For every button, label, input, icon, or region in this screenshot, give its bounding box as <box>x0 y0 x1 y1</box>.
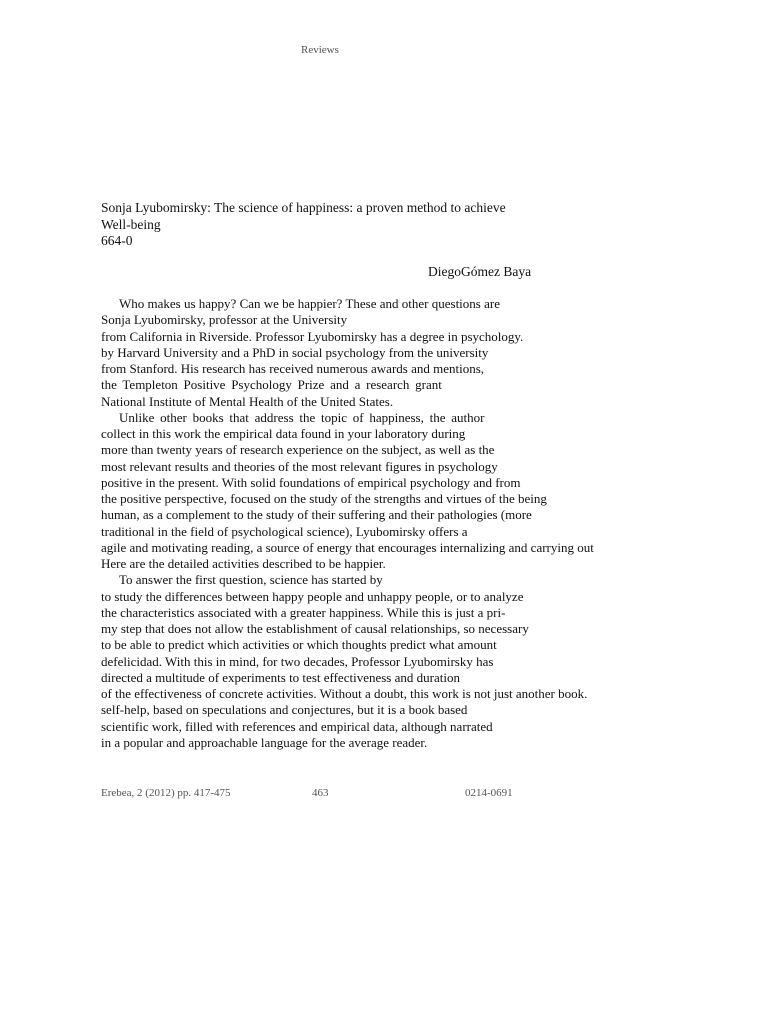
body-line: Unlike other books that address the topic of happiness, the author <box>119 409 485 425</box>
body-line: to be able to predict which activities or which thoughts predict what amount <box>101 637 497 653</box>
body-line: agile and motivating reading, a source of energy that encourages internalizing and carrying out <box>101 539 594 555</box>
body-line: directed a multitude of experiments to test effectiveness and duration <box>101 669 460 685</box>
review-body <box>101 296 594 751</box>
body-line: more than twenty years of research experience on the subject, as well as the <box>101 442 495 458</box>
body-line: of the effectiveness of concrete activities. Without a doubt, this work is not just another book. <box>101 686 588 701</box>
review-title-line: Well-being <box>101 216 161 232</box>
review-title <box>101 200 506 250</box>
footer-page-number: 463 <box>312 787 329 799</box>
body-line: human, as a complement to the study of their suffering and their pathologies (more <box>101 507 532 523</box>
body-line: the characteristics associated with a greater happiness. While this is just a pri- <box>101 604 506 620</box>
body-line: positive in the present. With solid foundations of empirical psychology and from <box>101 474 521 490</box>
body-line: by Harvard University and a PhD in social psychology from the university <box>101 344 489 360</box>
body-line: the positive perspective, focused on the study of the strengths and virtues of the being <box>101 491 547 506</box>
running-header: Reviews <box>301 44 339 56</box>
body-line: National Institute of Mental Health of the United States. <box>101 393 394 409</box>
body-line: from Stanford. His research has received numerous awards and mentions, <box>101 361 485 376</box>
review-title-line: Sonja Lyubomirsky: The science of happiness: a proven method to achieve <box>101 200 506 215</box>
footer-journal-citation: Erebea, 2 (2012) pp. 417-475 <box>101 787 231 799</box>
body-line: from California in Riverside. Professor Lyubomirsky has a degree in psychology. <box>101 328 524 344</box>
footer-issn: 0214-0691 <box>465 787 513 799</box>
body-line: To answer the first question, science has started by <box>119 572 383 588</box>
body-line: the Templeton Positive Psychology Prize and a research grant <box>101 377 442 393</box>
reviewer-name: DiegoGómez Baya <box>428 264 532 279</box>
body-line: Who makes us happy? Can we be happier? These and other questions are <box>119 296 500 311</box>
body-line: scientific work, filled with references and empirical data, although narrated <box>101 718 493 734</box>
body-line: to study the differences between happy people and unhappy people, or to analyze <box>101 588 524 604</box>
body-line: Here are the detailed activities described to be happier. <box>101 556 386 571</box>
body-line: defelicidad. With this in mind, for two decades, Professor Lyubomirsky has <box>101 653 494 669</box>
body-line: self-help, based on speculations and conjectures, but it is a book based <box>101 702 468 718</box>
body-line: Sonja Lyubomirsky, professor at the University <box>101 312 348 328</box>
body-line: in a popular and approachable language for the average reader. <box>101 734 428 750</box>
body-line: most relevant results and theories of the most relevant figures in psychology <box>101 458 498 474</box>
body-line: collect in this work the empirical data found in your laboratory during <box>101 426 466 441</box>
review-title-line: 664-0 <box>101 233 133 248</box>
body-line: traditional in the field of psychological science), Lyubomirsky offers a <box>101 523 468 539</box>
body-line: my step that does not allow the establishment of causal relationships, so necessary <box>101 621 529 636</box>
